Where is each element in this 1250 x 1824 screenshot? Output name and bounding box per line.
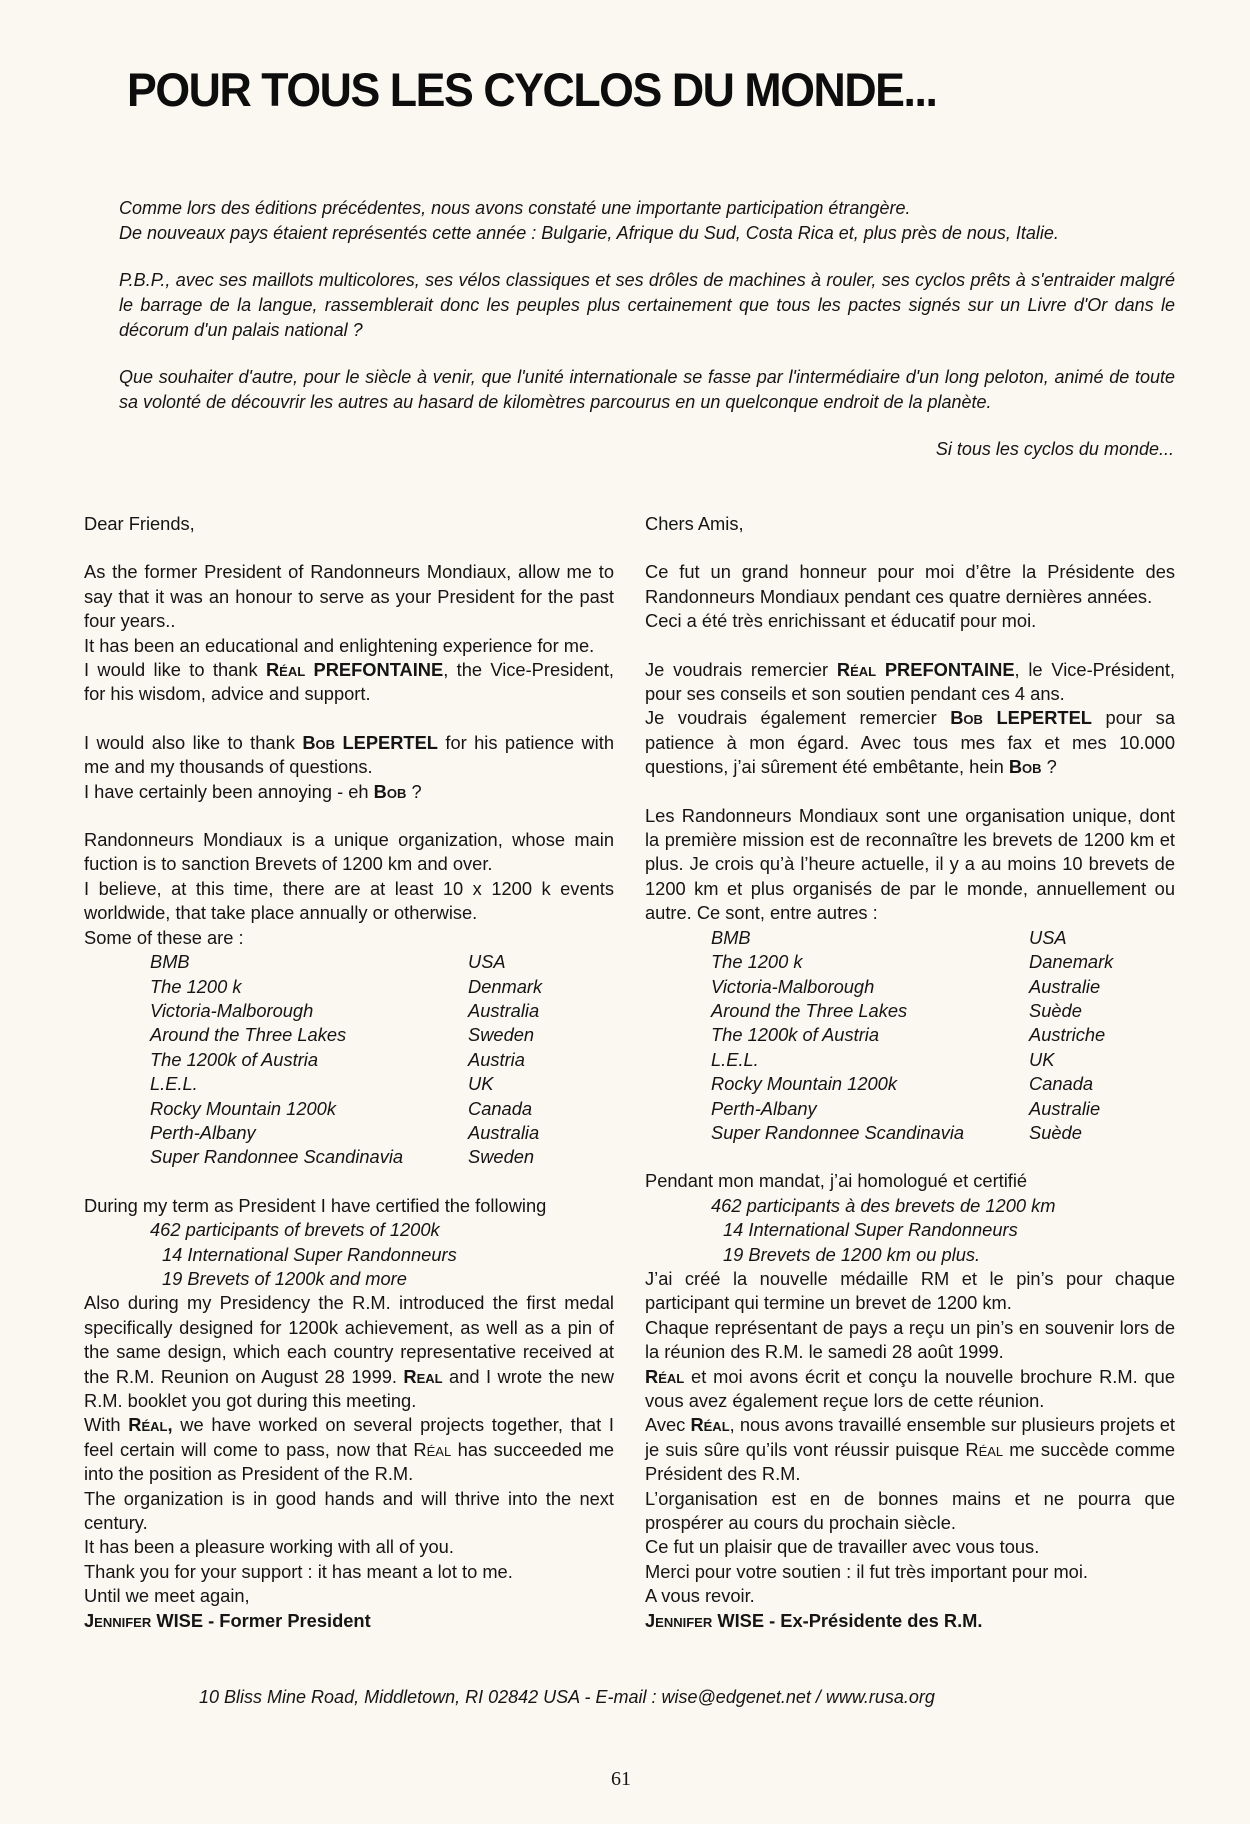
events-table [150, 950, 542, 1170]
intro-block-1 [119, 196, 1175, 246]
event-country: Australie [1029, 975, 1101, 997]
paragraph: It has been an educational and enlightening experience for me. [84, 634, 595, 656]
person-name: Réal [413, 1438, 452, 1460]
event-row [711, 975, 1113, 999]
person-surname: PREFONTAINE [313, 659, 444, 681]
signature [84, 1609, 614, 1633]
text: and I wrote the new R.M. booklet you got during this meeting. [84, 1365, 614, 1411]
greeting: Chers Amis, [645, 513, 744, 534]
event-country: Australie [1029, 1097, 1101, 1119]
event-row [150, 1072, 542, 1096]
paragraph: It has been a pleasure working with all of you. [84, 1536, 454, 1558]
paragraph: The organization is in good hands and will thrive into the next century. [84, 1487, 614, 1534]
person-name: Bob [373, 780, 407, 802]
event-country: Sweden [468, 1024, 535, 1046]
event-row [711, 1072, 1113, 1096]
event-name: The 1200 k [711, 951, 803, 973]
paragraph: I believe, at this time, there are at least 10 x 1200 k events worldwide, that take place annually or otherwise. [84, 877, 614, 924]
event-name: Rocky Mountain 1200k [150, 1097, 336, 1119]
stat-item: 462 participants of brevets of 1200k [150, 1219, 440, 1241]
person-surname: PREFONTAINE [884, 658, 1015, 680]
page-number: 61 [611, 1768, 631, 1790]
event-country: Denmark [468, 975, 543, 997]
person-name: Réal [836, 658, 877, 680]
event-name: L.E.L. [150, 1073, 198, 1095]
text: Also during my Presidency the R.M. introduced the first medal specifically designed for 1200k achievement, as well as a pin of the same design, which each country representative received at the R.M. Reunion on August 28 1999. [84, 1292, 614, 1387]
paragraph [84, 1413, 614, 1486]
event-name: Rocky Mountain 1200k [711, 1073, 897, 1095]
event-name: The 1200k of Austria [150, 1048, 319, 1070]
event-name: Super Randonnee Scandinavia [150, 1146, 404, 1168]
intro-paragraph: Comme lors des éditions précédentes, nous avons constaté une importante participation étrangère. [119, 198, 911, 218]
intro-paragraph: De nouveaux pays étaient représentés cette année : Bulgarie, Afrique du Sud, Costa Rica et, plus près de nous, Italie. [119, 223, 1059, 243]
event-name: L.E.L. [711, 1048, 759, 1070]
text: et moi avons écrit et conçu la nouvelle brochure R.M. que vous avez également reçue lors de cette réunion. [645, 1365, 1175, 1411]
event-row [150, 1048, 542, 1072]
event-country: Austria [468, 1048, 525, 1070]
stat-item: 14 International Super Randonneurs [723, 1219, 1018, 1241]
english-letter [84, 512, 614, 1633]
intro-block-3 [119, 365, 1175, 415]
event-name: Around the Three Lakes [150, 1024, 347, 1046]
signature [645, 1609, 1175, 1633]
event-row [150, 999, 542, 1023]
signature-rest: WISE - Former President [151, 1609, 371, 1631]
paragraph: Some of these are : [84, 926, 244, 948]
intro-paragraph: P.B.P., avec ses maillots multicolores, ses vélos classiques et ses drôles de machines à rouler, ses cyclos prêts à s'entraider malgré le barrage de la langue, rassemblerait donc les peuples plus certainement que tous les pactes signés sur un Livre d'Or dans le décorum d'un palais national ? [119, 270, 1175, 340]
event-name: Super Randonnee Scandinavia [711, 1121, 965, 1143]
event-country: Sweden [468, 1146, 535, 1168]
paragraph: During my term as President I have certified the following [84, 1194, 547, 1216]
text: ? [1041, 756, 1057, 778]
event-row [711, 1121, 1113, 1145]
person-name: Réal [965, 1438, 1004, 1460]
signature-first-name: Jennifer [645, 1609, 713, 1631]
paragraph [645, 1365, 1175, 1414]
text: , le Vice-Président, pour ses conseils et son soutien pendant ces 4 ans. [645, 658, 1175, 705]
paragraph: Ce fut un plaisir que de travailler avec vous tous. [645, 1536, 1040, 1558]
paragraph: Ce fut un grand honneur pour moi d’être la Présidente des Randonneurs Mondiaux pendant ces quatre dernières années. [645, 561, 1175, 607]
stats-list [84, 1218, 614, 1291]
person-name: Bob [1008, 756, 1042, 778]
greeting: Dear Friends, [84, 513, 195, 534]
text: I have certainly been annoying - eh [84, 780, 374, 802]
event-name: Around the Three Lakes [711, 999, 908, 1021]
page-title: POUR TOUS LES CYCLOS DU MONDE... [127, 63, 937, 116]
event-row [711, 1023, 1113, 1047]
paragraph: Les Randonneurs Mondiaux sont une organisation unique, dont la première mission est de reconnaître les brevets de 1200 km et plus. Je crois qu’à l’heure actuelle, il y a au moins 10 brevets de 1200 km et plus organisés de par le monde, annuellement ou autre. Ce sont, entre autres : [645, 804, 1175, 924]
event-row [150, 1023, 542, 1047]
event-row [711, 926, 1113, 950]
text: Je voudrais également remercier [645, 707, 951, 729]
event-row [150, 1145, 542, 1169]
event-country: UK [468, 1073, 494, 1095]
paragraph: Until we meet again, [84, 1585, 250, 1607]
event-row [150, 1097, 542, 1121]
event-name: Victoria-Malborough [711, 975, 875, 997]
event-country: USA [1029, 926, 1067, 948]
paragraph [84, 780, 614, 804]
event-country: Australia [468, 999, 540, 1021]
text: ? [406, 780, 422, 802]
stat-item: 19 Brevets of 1200k and more [162, 1267, 407, 1289]
event-country: Austriche [1029, 1024, 1106, 1046]
french-letter [645, 512, 1175, 1633]
paragraph: Randonneurs Mondiaux is a unique organization, whose main fuction is to sanction Brevets of 1200 km and over. [84, 829, 614, 875]
event-country: USA [468, 951, 506, 973]
person-name: Réal, [128, 1414, 173, 1436]
event-country: Danemark [1029, 951, 1114, 973]
paragraph: J’ai créé la nouvelle médaille RM et le pin’s pour chaque participant qui termine un brevet de 1200 km. [645, 1267, 1175, 1314]
event-row [150, 1121, 542, 1145]
paragraph [84, 658, 614, 707]
text: I would also like to thank [84, 731, 303, 753]
event-country: Canada [468, 1097, 533, 1119]
text: for his patience with me and my thousands of questions. [84, 731, 614, 778]
contact-address: 10 Bliss Mine Road, Middletown, RI 02842 USA - E-mail : wise@edgenet.net / www.rusa.org [199, 1687, 935, 1707]
event-row [711, 1097, 1113, 1121]
text: I would like to thank [84, 659, 266, 681]
stat-item: 462 participants à des brevets de 1200 km [711, 1194, 1056, 1216]
signature-rest: WISE - Ex-Présidente des R.M. [712, 1609, 983, 1631]
text: Je voudrais remercier [645, 658, 837, 680]
event-country: Suède [1029, 1121, 1082, 1143]
person-name: Bob [950, 707, 983, 729]
paragraph [645, 706, 1175, 779]
intro-closing: Si tous les cyclos du monde... [935, 439, 1174, 459]
text: , nous avons travaillé ensemble sur plusieurs projets et je suis sûre qu’ils vont réussir puisque [645, 1414, 1176, 1460]
stat-item: 19 Brevets de 1200 km ou plus. [723, 1243, 981, 1265]
paragraph [84, 1291, 614, 1413]
intro-block-2 [119, 268, 1175, 343]
text: me succède comme Président des R.M. [645, 1438, 1175, 1485]
event-name: Victoria-Malborough [150, 999, 314, 1021]
event-name: Perth-Albany [150, 1121, 256, 1143]
text: With [84, 1414, 129, 1436]
signature-first-name: Jennifer [84, 1609, 152, 1631]
paragraph [645, 658, 1175, 707]
event-country: Australia [468, 1121, 540, 1143]
event-country: UK [1029, 1048, 1055, 1070]
event-country: Suède [1029, 999, 1082, 1021]
event-name: Perth-Albany [711, 1097, 817, 1119]
paragraph [84, 731, 614, 780]
event-row [711, 1048, 1113, 1072]
event-country: Canada [1029, 1073, 1094, 1095]
person-name: Réal [645, 1365, 685, 1387]
text: Avec [645, 1414, 691, 1436]
event-name: The 1200 k [150, 975, 242, 997]
person-name: Real [403, 1365, 443, 1387]
paragraph: L’organisation est en de bonnes mains et ne pourra que prospérer au cours du prochain siècle. [645, 1487, 1175, 1534]
event-name: BMB [711, 926, 751, 948]
paragraph: Thank you for your support : it has meant a lot to me. [84, 1560, 513, 1582]
stat-item: 14 International Super Randonneurs [162, 1243, 457, 1265]
person-name: Réal [690, 1414, 730, 1436]
paragraph: Chaque représentant de pays a reçu un pin’s en souvenir lors de la réunion des R.M. le samedi 28 août 1999. [645, 1316, 1175, 1363]
paragraph: Pendant mon mandat, j’ai homologué et certifié [645, 1170, 1028, 1192]
text: pour sa patience à mon égard. Avec tous mes fax et mes 10.000 questions, j’ai sûrement été embêtante, hein [645, 707, 1175, 778]
paragraph: As the former President of Randonneurs Mondiaux, allow me to say that it was an honour to serve as your President for the past four years.. [84, 561, 614, 632]
event-row [711, 999, 1113, 1023]
event-name: The 1200k of Austria [711, 1024, 880, 1046]
person-surname: LEPERTEL [996, 707, 1092, 729]
events-table [711, 926, 1113, 1146]
text: we have worked on several projects together, that I feel certain will come to pass, now that [84, 1414, 614, 1460]
stats-list [645, 1194, 1175, 1267]
text: , the Vice-President, for his wisdom, advice and support. [84, 659, 614, 705]
event-row [150, 975, 542, 999]
event-row [711, 950, 1113, 974]
paragraph: Ceci a été très enrichissant et éducatif pour moi. [645, 610, 1037, 632]
person-name: Bob [302, 731, 336, 753]
paragraph: A vous revoir. [645, 1585, 755, 1607]
paragraph [645, 1413, 1175, 1486]
paragraph: Merci pour votre soutien : il fut très important pour moi. [645, 1560, 1088, 1582]
event-name: BMB [150, 951, 190, 973]
person-surname: LEPERTEL [342, 731, 438, 753]
text: has succeeded me into the position as President of the R.M. [84, 1438, 614, 1485]
person-name: Réal [265, 659, 306, 681]
intro-paragraph: Que souhaiter d'autre, pour le siècle à venir, que l'unité internationale se fasse par l'intermédiaire d'un long peloton, animé de toute sa volonté de découvrir les autres au hasard de kilomètres parcourus en un quelconque endroit de la planète. [119, 367, 1175, 412]
event-row [150, 950, 542, 974]
